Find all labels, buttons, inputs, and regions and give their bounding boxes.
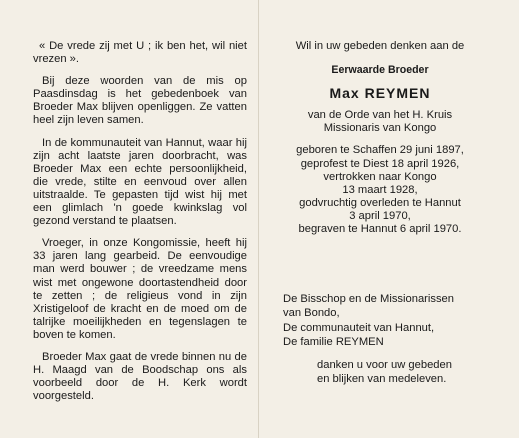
bio-line: godvruchtig overleden te Hannut xyxy=(299,196,461,209)
bio-line: begraven te Hannut 6 april 1970. xyxy=(298,223,462,236)
right-panel xyxy=(265,40,495,386)
paragraph: Broeder Max gaat de vrede binnen nu de H. Maagd van de Boodschap ons als voorbeeld door de H. Kerk wordt voorgesteld. xyxy=(33,350,247,403)
title-line: Eerwaarde Broeder xyxy=(331,64,429,77)
bio-line: geprofest te Diest 18 april 1926, xyxy=(300,157,460,170)
left-panel xyxy=(33,40,247,412)
thanks-line: De communauteit van Hannut, xyxy=(283,321,435,334)
paragraph: In de kommunauteit van Hannut, waar hij zijn acht laatste jaren doorbracht, was Broeder Max een echte persoonlijkheid, die vrede, stilte en eenvoud over allen uitstraalde. Te gepasten tijd wist hij met een glimlach 'n goede kwinkslag vol gezond verstand te plaatsen. xyxy=(33,136,247,228)
deceased-name: Max REYMEN xyxy=(329,85,431,102)
thanks-line: De familie REYMEN xyxy=(283,335,384,348)
bio-line: 3 april 1970, xyxy=(349,209,411,222)
fold-line xyxy=(258,0,259,438)
thanks-line: van Bondo, xyxy=(283,307,340,320)
quote-paragraph: « De vrede zij met U ; ik ben het, wil niet vrezen ». xyxy=(33,40,247,66)
bio-line: vertrokken naar Kongo xyxy=(323,170,437,183)
bio-line: geboren te Schaffen 29 juni 1897, xyxy=(296,144,464,157)
paragraph: Bij deze woorden van de mis op Paasdinsdag is het gebedenboek van Broeder Max blijven openliggen. Ze vatten heel zijn leven samen. xyxy=(33,75,247,127)
bio-line: 13 maart 1928, xyxy=(342,183,418,196)
thanks-block xyxy=(265,292,495,386)
thanks-line: De Bisschop en de Missionarissen xyxy=(283,293,455,306)
intro-line: Wil in uw gebeden denken aan de xyxy=(295,40,465,52)
order-line: Missionaris van Kongo xyxy=(323,122,437,135)
closing-line: danken u voor uw gebeden xyxy=(317,358,452,371)
closing-line: en blijken van medeleven. xyxy=(317,373,447,386)
paragraph: Vroeger, in onze Kongomissie, heeft hij 33 jaren lang gearbeid. De eenvoudige man werd bouwer ; de vreedzame mens wist met ongewone doortastendheid door te zetten ; de religieus vond in zijn Xristigeloof de kracht en de moed om de talrijke moeilijkheden en tegenslagen te boven te komen. xyxy=(33,237,247,341)
order-line: van de Orde van het H. Kruis xyxy=(307,109,453,122)
